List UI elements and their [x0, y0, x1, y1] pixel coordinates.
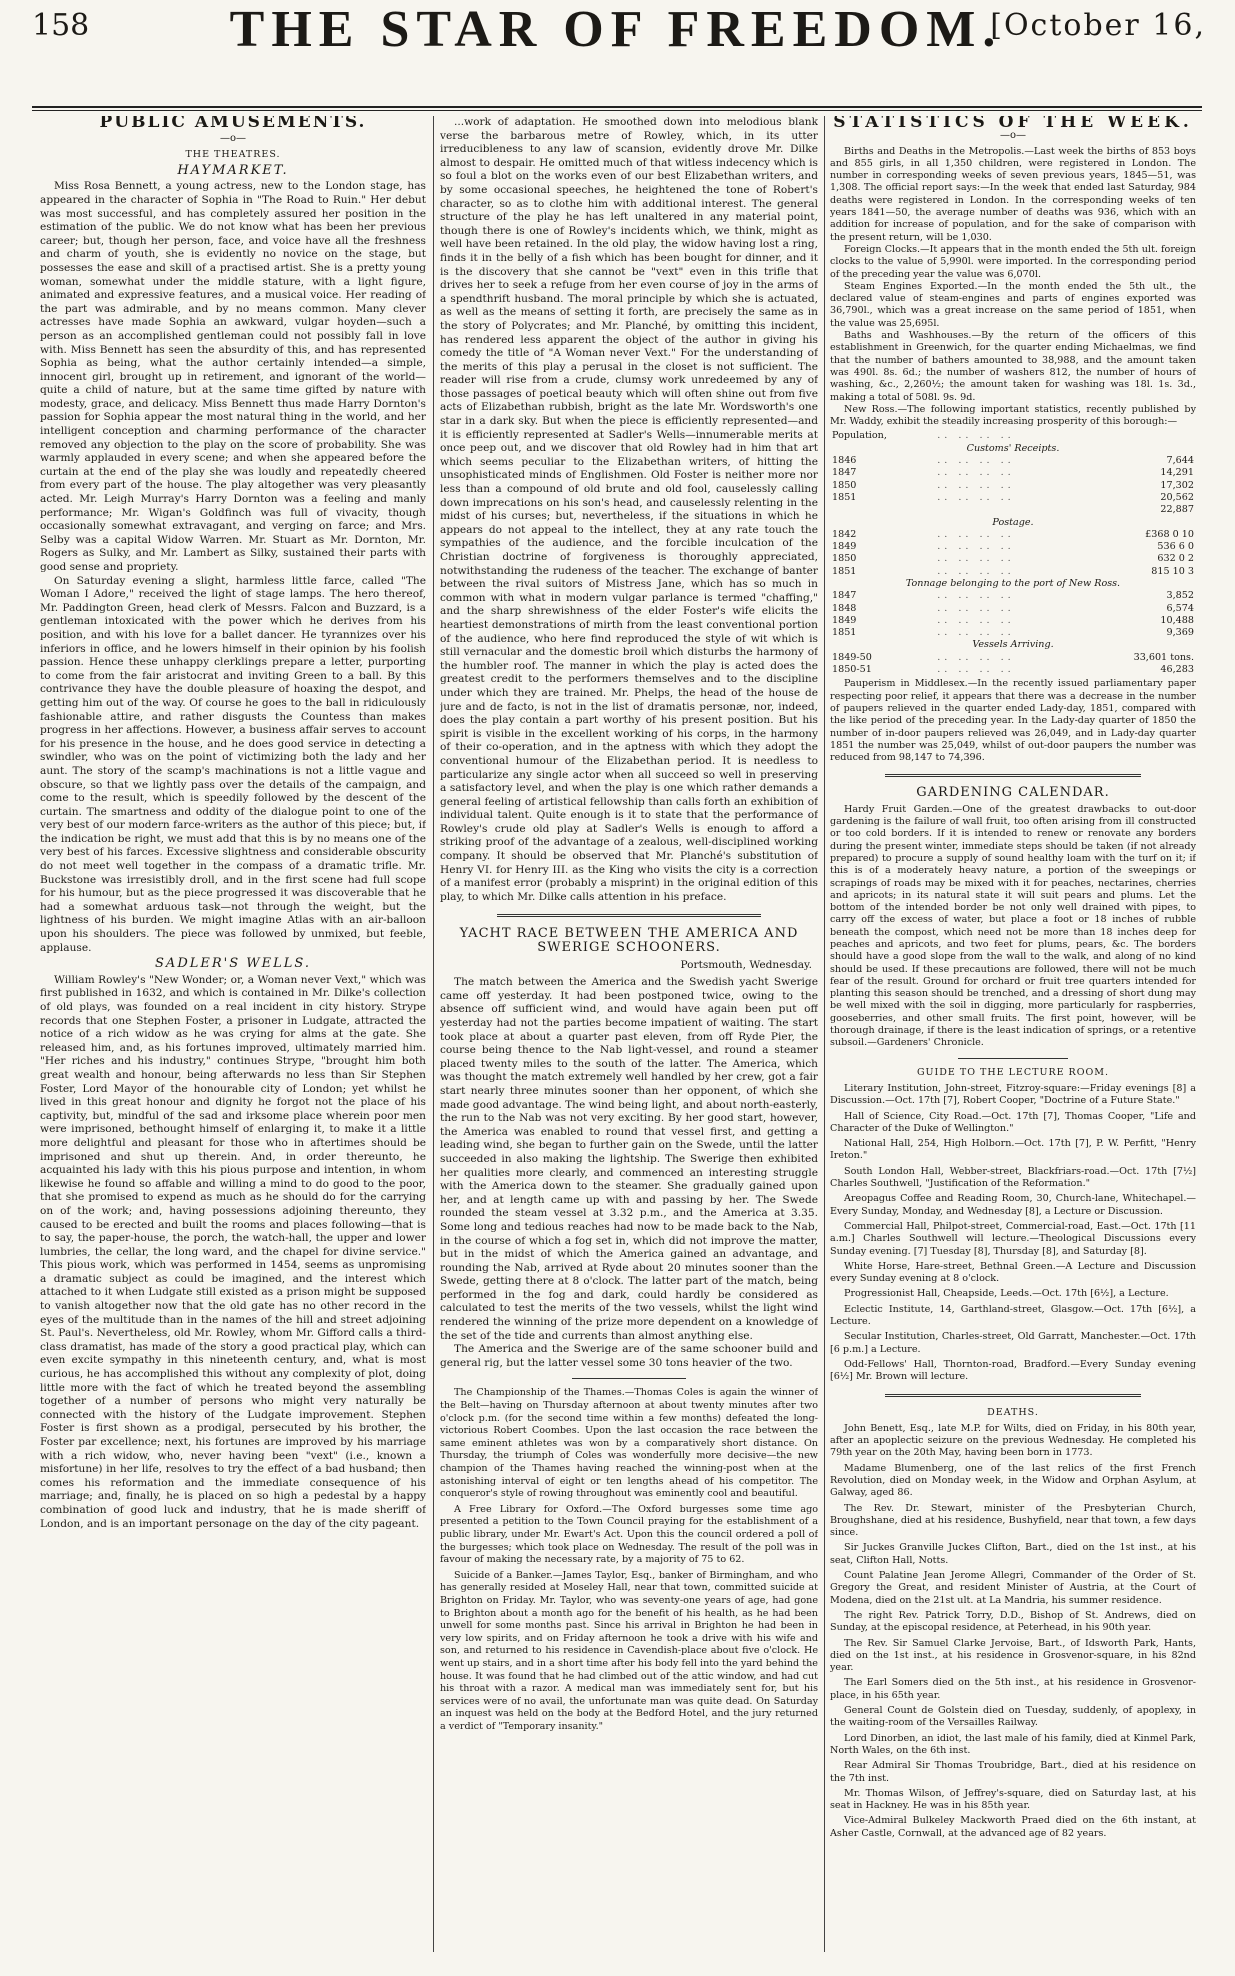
lecture-list — [830, 1083, 1196, 1384]
column-public-amusements — [40, 116, 426, 1952]
table-label: Population, — [832, 430, 887, 442]
table-row: 1848 .. .. .. .. 6,574 — [832, 602, 1194, 614]
deaths-heading: DEATHS. — [987, 1406, 1039, 1418]
list-item: Odd-Fellows' Hall, Thornton-road, Bradford.—Every Sunday evening [6½] Mr. Brown will lecture. — [830, 1358, 1196, 1383]
gardening-heading: GARDENING CALENDAR. — [916, 785, 1110, 801]
article-paragraph: ...work of adaptation. He smoothed down into melodious blank verse the barbarous metre of Rowley, which, in its utter irreducibleness to any law of scansion, evidently drove Mr. Dilke almost to despair. He omitted much of that witless indecency which is so foul a blot on the works even of our best Elizabethan writers, and by some occasional speeches, he heightened the tone of Robert's character, so as to clothe him with additional interest. The general structure of the play he has left unaltered in any material point, though there is one of Rowley's incidents which, we think, might as well have been retained. In the old play, the widow having lost a ring, finds it in the belly of a fish which has been bought for dinner, and it is the discovery that she cannot be "vext" even in this trifle that drives her to seek a refuge from her even course of joy in the arms of a spendthrift husband. The moral principle by which she is actuated, as well as the means of setting it forth, are precisely the same as in the story of Polycrates; and Mr. Planché, by omitting this incident, has rendered less apparent the object of the author in giving his comedy the title of "A Woman never Vext." For the understanding of the merits of this play a perusal in the closet is not sufficient. The reader will rise from a crude, clumsy work unredeemed by any of those passages of poetical beauty which will often shine out from five acts of Elizabethan rubbish, bright as the late Mr. Wordsworth's one star in a dark sky. But when the piece is efficiently represented—and it is efficiently represented at Sadler's Wells—innumerable merits at once peep out, and we discover that old Rowley had in him that art which seems peculiar to the Elizabethan writers, of hitting the unsophisticated minds of Englishmen. Old Foster is neither more nor less than a compound of old brute and old fool, causelessly calling down imprecations on his son's head, and causelessly relenting in the midst of his curses; but, nevertheless, if the situations in which he appears do not appeal to the intellect, they at any rate touch the sympathies of the audience, and the forcible inculcation of the Christian doctrine of forgiveness is thoroughly appreciated, notwithstanding the rudeness of the teacher. The exchange of banter between the rival suitors of Mistress Jane, which has so much in common with what in modern vulgar parlance is termed "chaffing," and the sharp shrewishness of the elder Foster's wife elicits the heartiest demonstrations of mirth from the least conventional portion of the audience, who here find reproduced the style of wit which is still vernacular and the domestic broil which disturbs the harmony of the humbler roof. The manner in which the play is acted does the greatest credit to the performers themselves and to the discipline under which they are trained. Mr. Phelps, the head of the house de jure and de facto, is not in the list of dramatis personæ, nor, indeed, does the play contain a part worthy of his present position. But his spirit is visible in the excellent working of his corps, in the harmony of their co-operation, and in the aptness with which they adopt the conventional humour of the Elizabethan period. It is needless to particularize any single actor when all succeed so well in preserving a satisfactory level, and when the play is one which rather demands a general feeling of artistical fellowship than calls forth an exhibition of individual talent. Quite enough is it to state that the performance of Rowley's crude old play at Sadler's Wells is enough to afford a striking proof of the advantage of a zealous, well-disciplined working company. It should be observed that Mr. Planché's substitution of Henry VI. for Henry III. as the King who visits the city is a correction of a manifest error (probably a misprint) in the original edition of this play, to which Mr. Dilke calls attention in his preface. — [440, 116, 818, 903]
table-subheading: Tonnage belonging to the port of New Ross. — [905, 577, 1121, 589]
lecture-heading: GUIDE TO THE LECTURE ROOM. — [916, 1066, 1110, 1078]
gardening-paragraph: Hardy Fruit Garden.—One of the greatest drawbacks to out-door gardening is the failure of wall fruit, too often arising from ill constructed or too cold borders. If it is intended to renew or renovate any borders during the present winter, immediate steps should be taken (if not already prepared) to procure a supply of sound healthy loam with the turf on it; if this is of a moderately heavy nature, a portion of the sweepings or scrapings of roads may be mixed with it for peaches, nectarines, cherries and apricots; in its natural state it will suit pears and plums. Let the bottom of the intended border be not only well drained with pipes, to carry off the excess of water, but place a foot or 18 inches of rubble beneath the compost, which need not be more than 18 inches deep for peaches and apricots, and two feet for plums, pears, &c. The borders should have a good slope from the wall to the walk, and along of no kind should be used. If these precautions are followed, there will not be much fear of the result. Ground for orchard or fruit tree quarters intended for planting this season should be trenched, and a dressing of short dung may be well mixed with the soil in digging, more particularly for raspberries, gooseberries, and other small fruits. The first point, however, will be thorough drainage, if there is the least indication of springs, or a retentive subsoil.—Gardeners' Chronicle. — [830, 803, 1196, 1049]
list-item: White Horse, Hare-street, Bethnal Green.—A Lecture and Discussion every Sunday evening at 8 o'clock. — [830, 1260, 1196, 1285]
deaths-list — [830, 1423, 1196, 1840]
table-row: 1849 .. .. .. .. 10,488 — [832, 614, 1194, 626]
list-item: Secular Institution, Charles-street, Old Garratt, Manchester.—Oct. 17th [6 p.m.] a Lecture. — [830, 1331, 1196, 1355]
list-item: The right Rev. Patrick Torry, D.D., Bishop of St. Andrews, died on Sunday, at the episcopal residence, at Peterhead, in his 90th year. — [830, 1609, 1196, 1634]
table-subheading: Vessels Arriving. — [972, 639, 1054, 651]
subheading: THE THEATRES. — [185, 149, 281, 161]
list-item: Count Palatine Jean Jerome Allegri, Commander of the Order of St. Gregory the Great, and resident Minister of Austria, at the Court of Modena, died on the 21st ult. at La Mandria, his summer residence. — [830, 1570, 1196, 1606]
list-item: The Rev. Sir Samuel Clarke Jervoise, Bart., of Idsworth Park, Hants, died on the 1st inst., at his residence in Grosvenor-square, in his 82nd year. — [830, 1637, 1196, 1674]
news-paragraph: The Championship of the Thames.—Thomas Coles is again the winner of the Belt—having on Thursday afternoon at about twenty minutes after two o'clock p.m. (for the second time within a few months) defeated the long-victorious Robert Coombes. Upon the last occasion the race between the same eminent athletes was won by a comparatively short distance. On Thursday, the triumph of Coles was wonderfully more decisive—the new champion of the Thames having reached the winning-post when at the astonishing interval of eight or ten lengths ahead of his competitor. The conqueror's style of rowing throughout was eminently cool and beautiful. — [440, 1387, 818, 1500]
stats-paragraph: New Ross.—The following important statistics, recently published by Mr. Waddy, exhibit the steadily increasing prosperity of this borough:— — [830, 403, 1196, 428]
article-paragraph: The match between the America and the Swedish yacht Swerige came off yesterday. It had been postponed twice, owing to the absence off sufficient wind, and would have again been put off yesterday had not the parties become impatient of waiting. The start took place at about a quarter past eleven, from off Ryde Pier, the course being thence to the Nab light-vessel, and round a steamer placed twenty miles to the south of the latter. The America, which was thought the match extremely well handled by her crew, got a fair start nearly three minutes sooner than her opponent, of which she made good advantage. The wind being light, and about north-easterly, the run to the Nab was not very exciting. By her good start, however, the America was enabled to round that vessel first, and getting a leading wind, she began to further gain on the Swede, until the latter succeeded in also making the lightship. The Swerige then exhibited her qualities more clearly, and commenced an interesting struggle with the America down to the steamer. She gradually gained upon her, and at length came up with and passing by her. The Swede rounded the steam vessel at 3.32 p.m., and the America at 3.35. Some long and tedious reaches had now to be made back to the Nab, in the course of which a fog set in, which did not improve the matter, but in the midst of which the America gained an advantage, and rounding the Nab, arrived at Ryde about 20 minutes sooner than the Swede, getting there at 8 o'clock. The latter part of the match, being performed in the fog and dark, could hardly be considered as calculated to test the merits of the two vessels, whilst the light wind rendered the winning of the prize more dependent on a knowledge of the set of the tide and currents than almost anything else. — [440, 976, 818, 1342]
newspaper-title: THE STAR OF FREEDOM. — [229, 1, 1003, 58]
column-divider — [433, 116, 434, 1952]
table-row: 1851 .. .. .. .. 9,369 — [832, 627, 1194, 639]
divider — [958, 1058, 1068, 1059]
news-items — [440, 1387, 818, 1733]
list-item: South London Hall, Webber-street, Blackfriars-road.—Oct. 17th [7½] Charles Southwell, "Justification of the Reformation." — [830, 1165, 1196, 1190]
list-item: The Rev. Dr. Stewart, minister of the Presbyterian Church, Broughshane, died at his residence, Bushyfield, near that town, a few days since. — [830, 1502, 1196, 1539]
stats-paragraph: Steam Engines Exported.—In the month ended the 5th ult., the declared value of steam-engines and parts of engines exported was 36,790l., which was a great increase on the same period of 1851, when the value was 25,695l. — [830, 280, 1196, 329]
list-item: National Hall, 254, High Holborn.—Oct. 17th [7], P. W. Perfitt, "Henry Ireton." — [830, 1138, 1196, 1162]
table-row: 1850-51 .. .. .. .. 46,283 — [832, 664, 1194, 676]
article-paragraph: The America and the Swerige are of the same schooner build and general rig, but the latter vessel some 30 tons heavier of the two. — [440, 1343, 818, 1369]
column-center — [440, 116, 818, 1952]
table-row: 1849-50 .. .. .. .. 33,601 tons. — [832, 651, 1194, 663]
leader-dots: .. .. .. .. — [937, 430, 1015, 442]
article-paragraph: On Saturday evening a slight, harmless little farce, called "The Woman I Adore," received the light of stage lamps. The hero thereof, Mr. Paddington Green, head clerk of Messrs. Falcon and Buzzard, is a gentleman intoxicated with the power which he derives from his position, and with his love for a ballet dancer. He tyrannizes over his inferiors in office, and he lowers himself in their opinion by his foolish passion. Hence these unhappy clerklings prepare a letter, purporting to come from the fair aristocrat and inviting Green to a ball. By this contrivance they have the double pleasure of hoaxing the despot, and getting him out of the way. Of course he goes to the ball in ridiculously fashionable attire, and rather disgusts the Countess than makes progress in her affections. However, a business affair serves to account for his presence in the house, and he does good service in detecting a swindler, who was on the point of victimizing both the lady and her aunt. The story of the scamp's machinations is not a little vague and obscure, so that we lightly pass over the details of the campaign, and come to the result, which is speedily followed by the descent of the curtain. The smartness and oddity of the dialogue point to one of the very best of our modern farce-writers as the author of this piece; but, if the indication be right, we must add that this is by no means one of the very best of his farces. Excessive slightness and considerable obscurity do not meet well together in the compass of a dramatic trifle. Mr. Buckstone was irresistibly droll, and in the first scene had full scope for his humour, but as the piece progressed it was discoverable that he had a somewhat arduous task—not through the weight, but the lightness of his burden. We might imagine Atlas with an air-balloon upon his shoulders. The piece was followed by unmixed, but feeble, applause. — [40, 574, 426, 954]
page-header — [32, 0, 1206, 108]
table-subheading: Postage. — [992, 516, 1034, 528]
list-item: Rear Admiral Sir Thomas Troubridge, Bart., died at his residence on the 7th inst. — [830, 1760, 1196, 1784]
list-item: Literary Institution, John-street, Fitzroy-square:—Friday evenings [8] a Discussion.—Oct. 17th [7], Robert Cooper, "Doctrine of a Future State." — [830, 1082, 1196, 1107]
table-row: 1842 .. .. .. .. £368 0 10 — [832, 528, 1194, 540]
table-row: 1850 .. .. .. .. 632 0 2 — [832, 553, 1194, 565]
list-item: Vice-Admiral Bulkeley Mackworth Praed died on the 6th instant, at Asher Castle, Cornwall, at the advanced age of 82 years. — [830, 1815, 1196, 1839]
stats-paragraph: Foreign Clocks.—It appears that in the month ended the 5th ult. foreign clocks to the value of 5,990l. were imported. In the corresponding period of the preceding year the value was 6,070l. — [830, 243, 1196, 280]
list-item: Eclectic Institute, 14, Garthland-street, Glasgow.—Oct. 17th [6½], a Lecture. — [830, 1303, 1196, 1328]
yacht-race-heading: YACHT RACE BETWEEN THE AMERICA AND SWERIGE SCHOONERS. — [459, 926, 799, 956]
article-paragraph: William Rowley's "New Wonder; or, a Woman never Vext," which was first published in 1632, and which is contained in Mr. Dilke's collection of old plays, was founded on a real incident in city history. Strype records that one Stephen Foster, a prisoner in Ludgate, attracted the notice of a rich widow as he was crying for alms at the gate. She released him, and, as his fortunes improved, ultimately married him. "Her riches and his industry," continues Strype, "brought him both great wealth and honour, being afterwards no less than Sir Stephen Foster, Lord Mayor of the honourable city of London; yet whilst he lived in this great honour and dignity he forgot not the place of his captivity, but, mindful of the sad and irksome place wherein poor men were imprisoned, bethought himself of enlarging it, to make it a little more delightful and pleasant for those who in aftertimes should be imprisoned and shut up therein. And, in order thereunto, he acquainted his lady with this his pious purpose and intention, in whom likewise he found so affable and willing a mind to do good to the poor, that she promised to expend as much as he should do for the carrying on of the work; and, having possessions adjoining thereunto, they caused to be erected and built the rooms and places following—that is to say, the paper-house, the porch, the watch-hall, the upper and lower lumbries, the cellar, the long ward, and the chapel for divine service." This pious work, which was performed in 1454, seems as unpromising a dramatic subject as could be imagined, and the interest which attached to it when Ludgate still existed as a prison might be supposed to vanish altogether now that the old gate has no other record in the eyes of the multitude than in the names of the hill and street adjoining St. Paul's. Nevertheless, old Mr. Rowley, whom Mr. Gifford calls a third-class dramatist, has made of the story a good practical play, which can even excite sympathy in this nineteenth century, and, what is most curious, he has accomplished this without any complexity of plot, doing little more with the fact of which he treated beyond the assembling together of a number of persons who might very naturally be connected with the history of the Ludgate improvement. Stephen Foster is first shown as a prodigal, persecuted by his brother, the Foster par excellence; next, his fortunes are improved by his marriage with a rich widow, who, never having been "vext" (i.e., known a misfortune) in her life, resolves to try the effect of a bad husband; then comes his reformation and the immediate consequence of his marriage; and, finally, he is placed on so high a pedestal by a happy combination of good luck and industry, that he is made sheriff of London, and is an important personage on the day of the city pageant. — [40, 973, 426, 1530]
dateline: Portsmouth, Wednesday. — [680, 958, 812, 971]
divider — [497, 914, 762, 917]
table-row: 1851 .. .. .. .. 20,562 — [832, 491, 1194, 503]
new-ross-table — [830, 430, 1196, 676]
news-paragraph: A Free Library for Oxford.—The Oxford burgesses some time ago presented a petition to the Town Council praying for the establishment of a public library, under Mr. Ewart's Act. Upon this the council ordered a poll of the burgesses; which took place on Wednesday. The result of the poll was in favour of making the necessary rate, by a majority of 75 to 62. — [440, 1503, 818, 1566]
list-item: Commercial Hall, Philpot-street, Commercial-road, East.—Oct. 17th [11 a.m.] Charles Southwell will lecture.—Theological Discussions every Sunday evening. [7] Tuesday [8], Thursday [8], and Saturday [8]. — [830, 1220, 1196, 1257]
divider — [572, 1378, 685, 1379]
table-row: 1850 .. .. .. .. 17,302 — [832, 479, 1194, 491]
list-item: Hall of Science, City Road.—Oct. 17th [7], Thomas Cooper, "Life and Character of the Duke of Wellington." — [830, 1110, 1196, 1134]
article-paragraph: Miss Rosa Bennett, a young actress, new to the London stage, has appeared in the character of Sophia in "The Road to Ruin." Her debut was most successful, and has completely assured her position in the estimation of the public. We do not know what has been her previous career; but, though her person, face, and voice have all the freshness and charm of youth, she is evidently no novice on the stage, but possesses the ease and skill of a practised artist. She is a pretty young woman, somewhat under the middle stature, with a light figure, animated and expressive features, and a musical voice. Her reading of the part was admirable, and by no means common. Many clever actresses have made Sophia an awkward, vulgar hoyden—such a person as an accomplished gentleman could not possibly fall in love with. Miss Bennett has seen the absurdity of this, and has represented Sophia as being, what the author certainly intended—a simple, innocent girl, brought up in retirement, and ignorant of the world—quite a child of nature, but at the same time gifted by nature with modesty, grace, and delicacy. Miss Bennett thus made Harry Dornton's passion for Sophia appear the most natural thing in the world, and her intelligent conception and charming performance of the character removed any objection to the play on the score of probability. She was warmly applauded in every scene; and when she appeared before the curtain at the end of the play she was loudly and repeatedly cheered from every part of the house. The play altogether was very pleasantly acted. Mr. Leigh Murray's Harry Dornton was a feeling and manly performance; Mr. Wigan's Goldfinch was full of vivacity, though occasionally somewhat extravagant, and verging on farce; and Mrs. Selby was a capital Widow Warren. Mr. Stuart as Mr. Dornton, Mr. Rogers as Sulky, and Mr. Lambert as Silky, sustained their parts with good sense and propriety. — [40, 180, 426, 573]
theatre-heading: HAYMARKET. — [177, 162, 289, 178]
section-heading: STATISTICS OF THE WEEK. — [833, 116, 1193, 132]
table-row: 1847 .. .. .. .. 14,291 — [832, 467, 1194, 479]
stats-paragraph: Baths and Washhouses.—By the return of the officers of this establishment in Greenwich, for the quarter ending Michaelmas, we find that the number of bathers amounted to 38,988, and the amount taken was 490l. 8s. 6d.; the number of washers 812, the number of hours of washing, &c., 2,260½; the amount taken for washing was 18l. 1s. 3d., making a total of 508l. 9s. 9d. — [830, 330, 1196, 403]
stats-paragraph: Births and Deaths in the Metropolis.—Last week the births of 853 boys and 855 girls, in all 1,350 children, were registered in London. The number in corresponding weeks of seven previous years, 1845—51, was 1,308. The official report says:—In the week that ended last Saturday, 984 deaths were registered in London. In the corresponding weeks of ten years 1841—50, the average number of deaths was 936, which with an addition for increase of population, and for the sake of comparison with the present return, will be 1,030. — [830, 145, 1196, 243]
list-item: General Count de Golstein died on Tuesday, suddenly, of apoplexy, in the waiting-room of the Versailles Railway. — [830, 1705, 1196, 1729]
table-row: 1851 .. .. .. .. 815 10 3 — [832, 565, 1194, 577]
table-subheading: Customs' Receipts. — [966, 442, 1060, 454]
list-item: Progressionist Hall, Cheapside, Leeds.—Oct. 17th [6½], a Lecture. — [844, 1288, 1169, 1300]
table-row: 1846 .. .. .. .. 7,644 — [832, 455, 1194, 467]
header-rule — [32, 106, 1202, 108]
page-number: 158 — [32, 8, 90, 43]
list-item: Madame Blumenberg, one of the last relics of the first French Revolution, died on Monday week, in the Widow and Orphan Asylum, at Galway, aged 86. — [830, 1462, 1196, 1499]
list-item: Areopagus Coffee and Reading Room, 30, Church-lane, Whitechapel.—Every Sunday, Monday, and Wednesday [8], a Lecture or Discussion. — [830, 1193, 1196, 1217]
ornament: —o— — [999, 130, 1027, 142]
column-statistics — [830, 116, 1196, 1952]
header-rule-thin — [32, 110, 1202, 111]
table-row — [830, 430, 1196, 442]
theatre-heading: SADLER'S WELLS. — [155, 956, 311, 972]
list-item: The Earl Somers died on the 5th inst., at his residence in Grosvenor-place, in his 65th year. — [830, 1677, 1196, 1701]
table-row: 22,887 — [1160, 504, 1194, 516]
list-item: Sir Juckes Granville Juckes Clifton, Bart., died on the 1st inst., at his seat, Clifton Hall, Notts. — [830, 1542, 1196, 1566]
table-row: 1849 .. .. .. .. 536 6 0 — [832, 541, 1194, 553]
table-row: 1847 .. .. .. .. 3,852 — [832, 590, 1194, 602]
ornament: —o— — [219, 132, 247, 144]
news-paragraph: Suicide of a Banker.—James Taylor, Esq., banker of Birmingham, and who has generally resided at Moseley Hall, near that town, committed suicide at Brighton on Friday. Mr. Taylor, who was seventy-one years of age, had gone to Brighton about a month ago for the benefit of his health, as he had been unwell for some months past. Since his arrival in Brighton he had been in very low spirits, and on Friday afternoon he took a drive with his wife and son, and returned to his residence in Cavendish-place about five o'clock. He went up stairs, and in a short time after his body fell into the yard behind the house. It was found that he had climbed out of the attic window, and had cut his throat with a razor. A medical man was immediately sent for, but his services were of no avail, the unfortunate man was quite dead. On Saturday an inquest was held on the body at the Bedford Hotel, and the jury returned a verdict of "Temporary insanity." — [440, 1569, 818, 1732]
divider — [885, 774, 1141, 777]
section-heading: PUBLIC AMUSEMENTS. — [99, 116, 367, 132]
stats-paragraph: Pauperism in Middlesex.—In the recently issued parliamentary paper respecting poor relief, it appears that there was a decrease in the number of paupers relieved in the quarter ended Lady-day, 1851, compared with the like period of the preceding year. In the Lady-day quarter of 1850 the number of in-door paupers relieved was 26,049, and in Lady-day quarter 1851 the number was 25,049, whilst of out-door paupers the number was reduced from 98,147 to 74,396. — [830, 678, 1196, 764]
column-divider — [824, 116, 825, 1952]
list-item: John Benett, Esq., late M.P. for Wilts, died on Friday, in his 80th year, after an apoplectic seizure on the previous Wednesday. He completed his 79th year on the 20th May, having been born in 1773. — [830, 1422, 1196, 1459]
issue-date: [October 16, — [990, 8, 1206, 43]
list-item: Mr. Thomas Wilson, of Jeffrey's-square, died on Saturday last, at his seat in Hackney. He was in his 85th year. — [830, 1787, 1196, 1812]
divider — [885, 1394, 1141, 1397]
list-item: Lord Dinorben, an idiot, the last male of his family, died at Kinmel Park, North Wales, on the 6th inst. — [830, 1732, 1196, 1756]
